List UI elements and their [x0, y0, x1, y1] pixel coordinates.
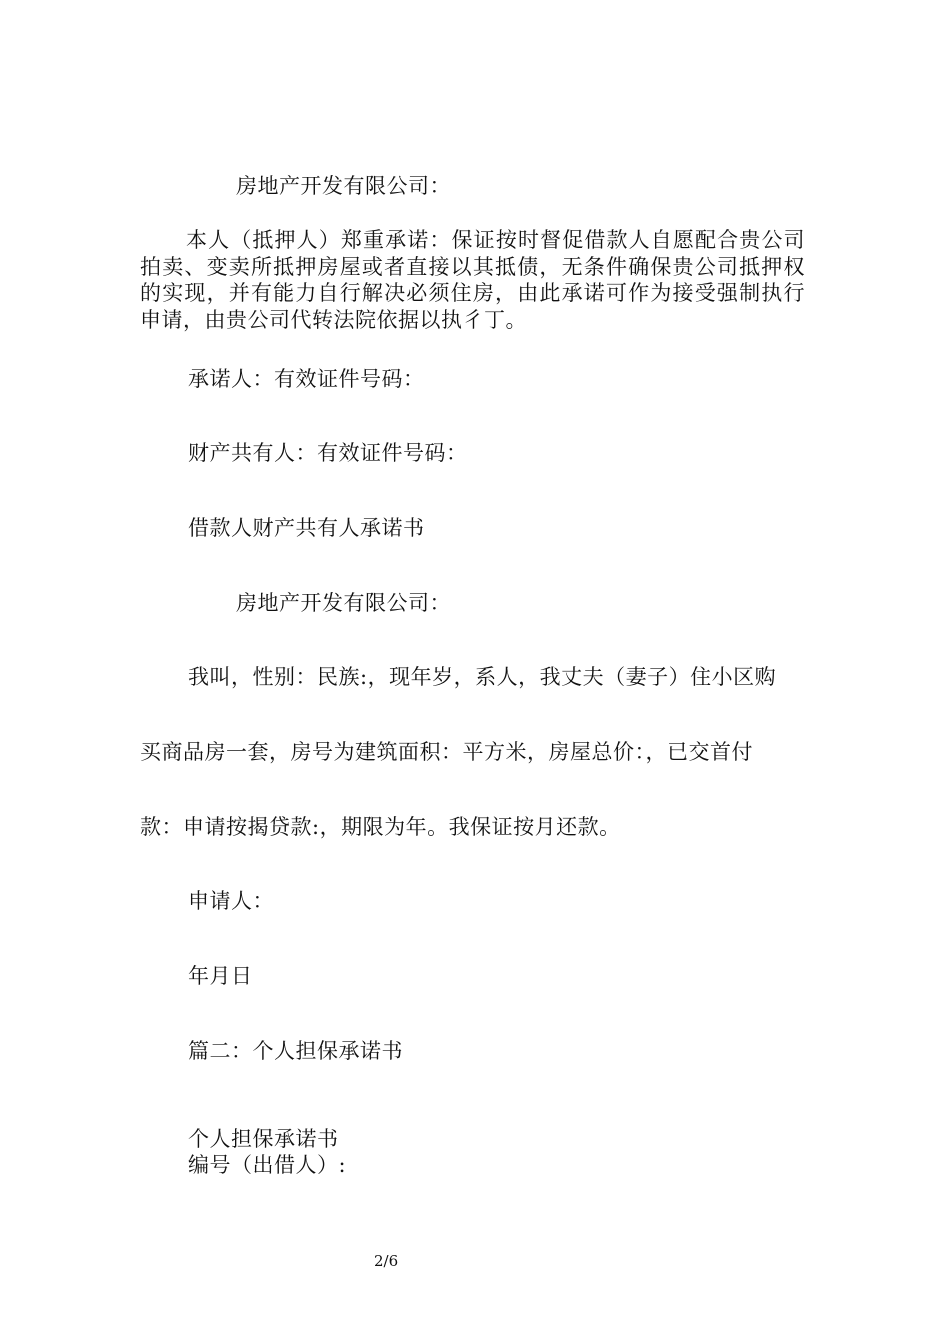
- promisor-id-line: 承诺人：有效证件号码：: [188, 367, 425, 391]
- section-title: 借款人财产共有人承诺书: [188, 516, 425, 540]
- guarantee-title: 个人担保承诺书: [188, 1127, 339, 1151]
- greeting-company-2: 房地产开发有限公司：: [236, 591, 451, 615]
- body-line-3: 款：申请按揭贷款:，期限为年。我保证按月还款。: [140, 815, 621, 839]
- commitment-paragraph: 本人（抵押人）郑重承诺：保证按时督促借款人自愿配合贵公司拍卖、变卖所抵押房屋或者直接以其抵债，无条件确保贵公司抵押权的实现，并有能力自行解决必须住房，由此承诺可作为接受强制执行申请，由贵公司代转法院依据以执彳丁。: [140, 228, 805, 332]
- greeting-company-1: 房地产开发有限公司：: [236, 174, 451, 198]
- applicant-line: 申请人：: [188, 889, 274, 913]
- page-number: 2/6: [374, 1252, 399, 1270]
- number-line: 编号（出借人）:: [188, 1153, 347, 1177]
- body-line-1: 我叫，性别：民族:，现年岁，系人，我丈夫（妻子）住小区购: [188, 665, 777, 689]
- co-owner-id-line: 财产共有人：有效证件号码：: [188, 441, 468, 465]
- part-two-title: 篇二：个人担保承诺书: [188, 1039, 403, 1063]
- body-line-2: 买商品房一套，房号为建筑面积：平方米，房屋总价：，已交首付: [140, 740, 753, 764]
- date-line: 年月日: [188, 964, 253, 988]
